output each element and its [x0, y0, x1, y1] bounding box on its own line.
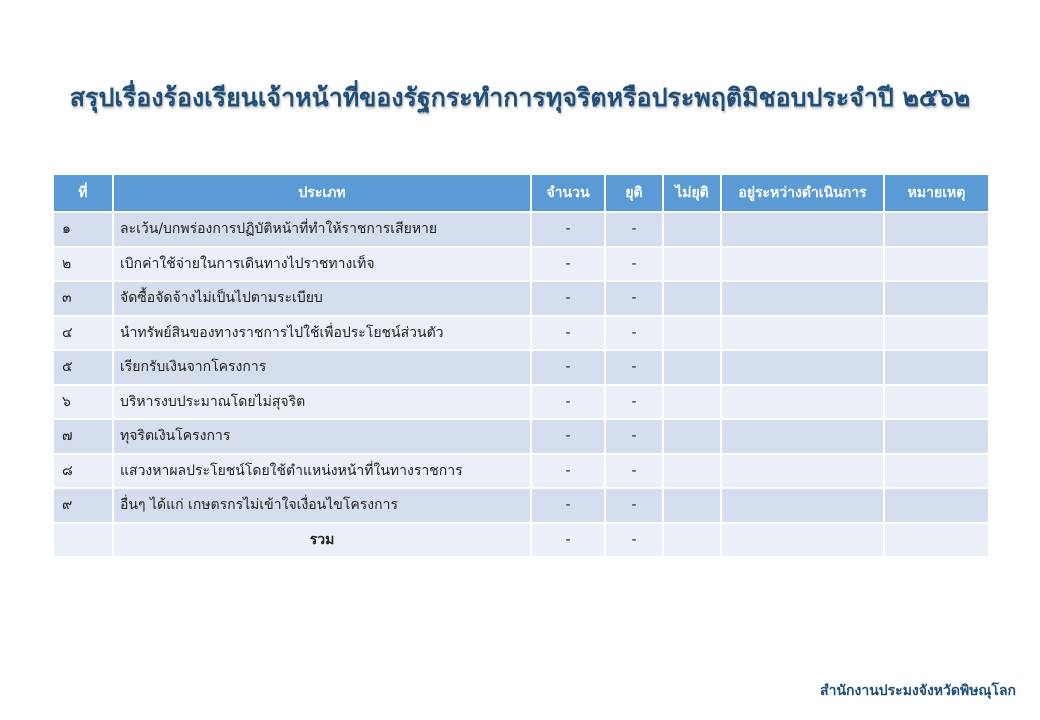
header-count: จำนวน: [531, 174, 605, 212]
cell-remark: [884, 350, 989, 385]
cell-type: ละเว้น/บกพร่องการปฏิบัติหน้าที่ทำให้ราชการเสียหาย: [113, 212, 531, 247]
table-row: [53, 488, 989, 523]
cell-not-ended: [663, 212, 721, 247]
cell-ended: -: [605, 316, 663, 351]
cell-in-progress: [721, 212, 884, 247]
cell-ended: -: [605, 212, 663, 247]
cell-no: ๑: [53, 212, 113, 247]
cell-remark: [884, 247, 989, 282]
cell-not-ended: [663, 350, 721, 385]
cell-remark: [884, 385, 989, 420]
table-row: [53, 454, 989, 489]
cell-remark: [884, 212, 989, 247]
cell-count: -: [531, 247, 605, 282]
header-ended: ยุติ: [605, 174, 663, 212]
cell-ended: -: [605, 247, 663, 282]
cell-not-ended: [663, 281, 721, 316]
cell-no: ๘: [53, 454, 113, 489]
table-body: [53, 212, 989, 557]
cell-total-no: [53, 523, 113, 558]
cell-not-ended: [663, 419, 721, 454]
total-not-ended: [663, 523, 721, 558]
cell-count: -: [531, 316, 605, 351]
cell-not-ended: [663, 454, 721, 489]
cell-no: ๙: [53, 488, 113, 523]
cell-in-progress: [721, 316, 884, 351]
cell-not-ended: [663, 247, 721, 282]
cell-count: -: [531, 488, 605, 523]
total-remark: [884, 523, 989, 558]
cell-count: -: [531, 385, 605, 420]
total-label: รวม: [113, 523, 531, 558]
summary-table: [52, 173, 990, 558]
cell-in-progress: [721, 488, 884, 523]
cell-in-progress: [721, 419, 884, 454]
total-in-progress: [721, 523, 884, 558]
cell-ended: -: [605, 419, 663, 454]
header-no: ที่: [53, 174, 113, 212]
cell-type: แสวงหาผลประโยชน์โดยใช้ตำแหน่งหน้าที่ในทางราชการ: [113, 454, 531, 489]
table-row: [53, 281, 989, 316]
footer-organization: สำนักงานประมงจังหวัดพิษณุโลก: [820, 683, 1016, 699]
cell-count: -: [531, 350, 605, 385]
table-row: [53, 247, 989, 282]
cell-in-progress: [721, 247, 884, 282]
cell-ended: -: [605, 454, 663, 489]
header-type: ประเภท: [113, 174, 531, 212]
cell-ended: -: [605, 488, 663, 523]
cell-not-ended: [663, 488, 721, 523]
cell-ended: -: [605, 281, 663, 316]
table-total-row: [53, 523, 989, 558]
cell-in-progress: [721, 454, 884, 489]
cell-no: ๓: [53, 281, 113, 316]
cell-type: เบิกค่าใช้จ่ายในการเดินทางไปราชทางเท็จ: [113, 247, 531, 282]
cell-no: ๕: [53, 350, 113, 385]
cell-remark: [884, 419, 989, 454]
cell-remark: [884, 488, 989, 523]
cell-count: -: [531, 454, 605, 489]
cell-type: บริหารงบประมาณโดยไม่สุจริต: [113, 385, 531, 420]
table-row: [53, 316, 989, 351]
cell-count: -: [531, 212, 605, 247]
header-remark: หมายเหตุ: [884, 174, 989, 212]
cell-remark: [884, 454, 989, 489]
cell-remark: [884, 281, 989, 316]
cell-ended: -: [605, 385, 663, 420]
cell-no: ๔: [53, 316, 113, 351]
total-count: -: [531, 523, 605, 558]
cell-no: ๖: [53, 385, 113, 420]
cell-count: -: [531, 419, 605, 454]
cell-in-progress: [721, 385, 884, 420]
summary-table-container: [52, 173, 988, 558]
header-in-progress: อยู่ระหว่างดำเนินการ: [721, 174, 884, 212]
total-ended: -: [605, 523, 663, 558]
table-row: [53, 419, 989, 454]
cell-type: เรียกรับเงินจากโครงการ: [113, 350, 531, 385]
cell-type: นำทรัพย์สินของทางราชการไปใช้เพื่อประโยชน์ส่วนตัว: [113, 316, 531, 351]
cell-type: อื่นๆ ได้แก่ เกษตรกรไม่เข้าใจเงื่อนไขโครงการ: [113, 488, 531, 523]
page-title: สรุปเรื่องร้องเรียนเจ้าหน้าที่ของรัฐกระทำการทุจริตหรือประพฤติมิชอบประจำปี ๒๕๖๒: [69, 83, 971, 112]
cell-in-progress: [721, 281, 884, 316]
cell-type: ทุจริตเงินโครงการ: [113, 419, 531, 454]
cell-remark: [884, 316, 989, 351]
cell-not-ended: [663, 316, 721, 351]
cell-not-ended: [663, 385, 721, 420]
table-row: [53, 212, 989, 247]
table-row: [53, 350, 989, 385]
table-header-row: [53, 174, 989, 212]
cell-in-progress: [721, 350, 884, 385]
cell-no: ๗: [53, 419, 113, 454]
cell-no: ๒: [53, 247, 113, 282]
cell-count: -: [531, 281, 605, 316]
cell-ended: -: [605, 350, 663, 385]
header-not-ended: ไม่ยุติ: [663, 174, 721, 212]
table-row: [53, 385, 989, 420]
cell-type: จัดซื้อจัดจ้างไม่เป็นไปตามระเบียบ: [113, 281, 531, 316]
